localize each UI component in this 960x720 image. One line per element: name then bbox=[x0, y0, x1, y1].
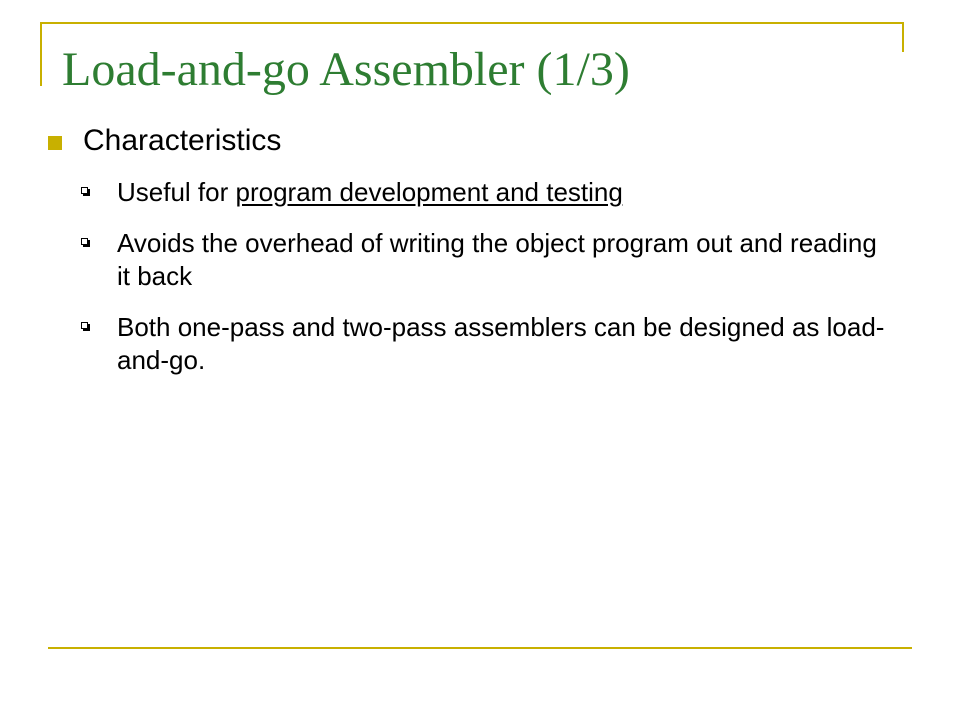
sub-bullet-item bbox=[48, 176, 888, 209]
underlined-phrase: program development and testing bbox=[235, 177, 623, 207]
sub-bullet-list bbox=[48, 176, 888, 377]
sub-bullet-text: Useful for bbox=[117, 177, 236, 207]
sub-bullet-item bbox=[48, 227, 888, 293]
bottom-border-line bbox=[48, 647, 912, 649]
left-border-line bbox=[40, 22, 42, 86]
slide-body bbox=[48, 120, 888, 395]
square-bullet-icon bbox=[48, 136, 62, 150]
sub-bullet-item bbox=[48, 311, 888, 377]
hollow-square-bullet-icon bbox=[81, 238, 88, 245]
sub-bullet-text: Both one-pass and two-pass assemblers can be designed as load-and-go. bbox=[117, 312, 885, 375]
top-border-line bbox=[40, 22, 904, 24]
hollow-square-bullet-icon bbox=[81, 187, 88, 194]
bullet-characteristics bbox=[48, 120, 888, 162]
right-border-tick bbox=[902, 22, 904, 52]
hollow-square-bullet-icon bbox=[81, 322, 88, 329]
slide-title: Load-and-go Assembler (1/3) bbox=[62, 43, 630, 96]
heading-characteristics: Characteristics bbox=[83, 124, 282, 157]
sub-bullet-text: Avoids the overhead of writing the object program out and reading it back bbox=[117, 228, 877, 291]
